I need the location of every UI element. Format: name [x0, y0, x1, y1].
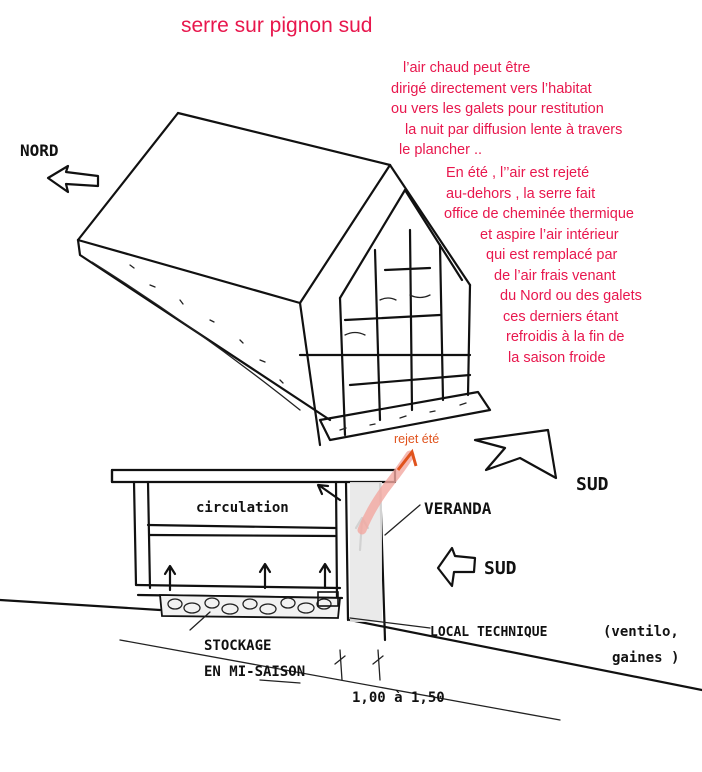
- note-line: dirigé directement vers l’habitat: [391, 80, 592, 97]
- nord-arrow-icon: [48, 166, 98, 192]
- sud-arrow-icon-top: [475, 430, 556, 478]
- note-line: la nuit par diffusion lente à travers: [405, 121, 623, 138]
- rejet-ete-label: rejet été: [394, 432, 440, 446]
- note-line: En été , l’’air est rejeté: [446, 165, 590, 181]
- veranda-label: VERANDA: [424, 499, 492, 518]
- note-line: de l’air frais venant: [494, 267, 616, 284]
- circulation-label: circulation: [196, 500, 289, 516]
- page-title: serre sur pignon sud: [181, 14, 373, 37]
- house-perspective-drawing: [78, 113, 490, 445]
- stockage-label: STOCKAGE: [204, 638, 272, 654]
- note-line: ces derniers étant: [503, 308, 619, 325]
- local-technique-label: LOCAL TECHNIQUE: [430, 625, 548, 640]
- gaines-label: gaines ): [612, 650, 680, 666]
- note-line: refroidis à la fin de: [506, 329, 625, 345]
- sud-arrow-icon-mid: [438, 548, 475, 586]
- note-line: et aspire l’air intérieur: [480, 226, 619, 243]
- note-line: ou vers les galets pour restitution: [391, 101, 604, 118]
- note-line: qui est remplacé par: [486, 247, 618, 263]
- note-line: le plancher ..: [399, 142, 483, 159]
- sud-label-mid: SUD: [484, 558, 517, 579]
- winter-note: [391, 58, 623, 161]
- note-line: du Nord ou des galets: [500, 288, 642, 304]
- summer-note: [446, 163, 642, 368]
- note-line: l’air chaud peut être: [403, 60, 531, 76]
- mi-saison-label: EN MI-SAISON: [204, 664, 306, 680]
- sud-label-top: SUD: [576, 474, 609, 495]
- note-line: office de cheminée thermique: [444, 206, 634, 222]
- nord-label: NORD: [20, 141, 59, 160]
- note-line: la saison froide: [508, 349, 606, 366]
- ventilo-label: (ventilo,: [603, 624, 679, 640]
- dimension-label: 1,00 à 1,50: [352, 690, 445, 706]
- note-line: au-dehors , la serre fait: [446, 185, 596, 202]
